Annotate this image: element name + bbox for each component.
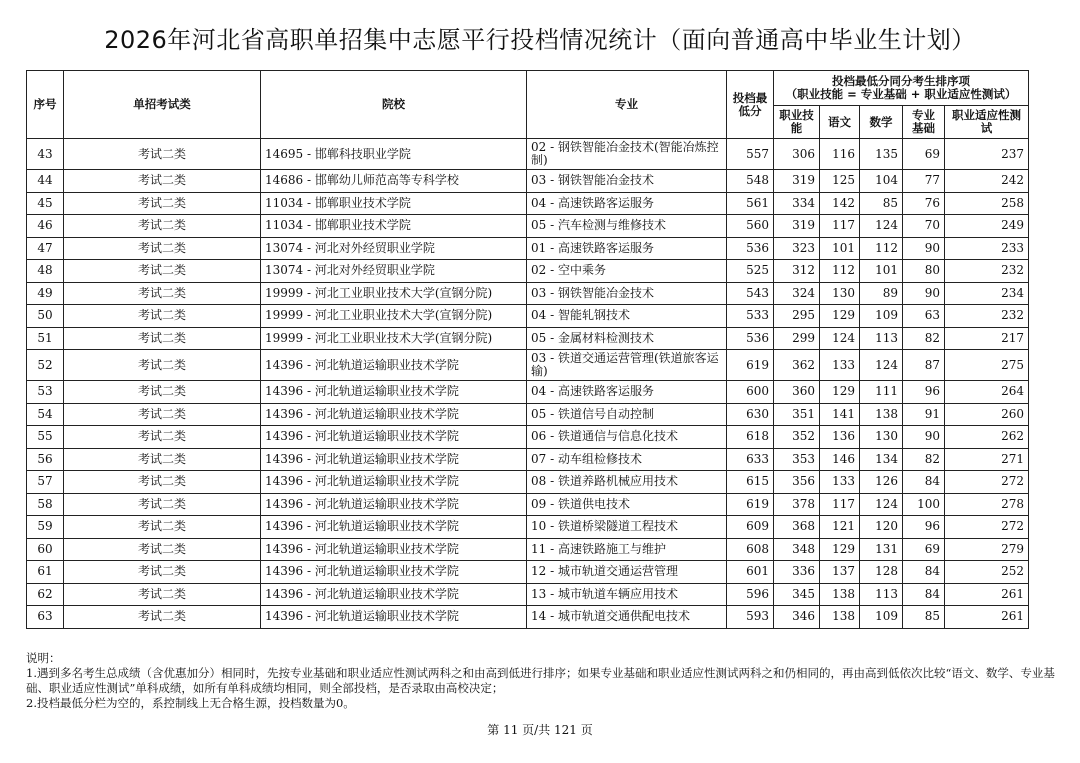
table-row bbox=[27, 381, 1029, 404]
notes bbox=[26, 651, 1066, 711]
notes-line-2: 2.投档最低分栏为空的，系控制线上无合格生源，投档数量为0。 bbox=[26, 696, 355, 710]
table-body bbox=[27, 139, 1029, 629]
row-skill: 353 bbox=[774, 448, 820, 471]
row-min-score: 619 bbox=[727, 350, 774, 381]
row-exam-type: 考试二类 bbox=[64, 471, 261, 494]
row-math: 126 bbox=[860, 471, 903, 494]
row-seq: 50 bbox=[27, 305, 64, 328]
row-basic: 76 bbox=[903, 192, 945, 215]
row-skill: 312 bbox=[774, 260, 820, 283]
row-skill: 348 bbox=[774, 538, 820, 561]
row-seq: 49 bbox=[27, 282, 64, 305]
table-row bbox=[27, 170, 1029, 193]
header-school: 院校 bbox=[261, 71, 527, 139]
row-math: 104 bbox=[860, 170, 903, 193]
row-school: 14396 - 河北轨道运输职业技术学院 bbox=[261, 516, 527, 539]
row-aptitude: 258 bbox=[945, 192, 1029, 215]
row-aptitude: 261 bbox=[945, 606, 1029, 629]
row-skill: 351 bbox=[774, 403, 820, 426]
row-school: 13074 - 河北对外经贸职业学院 bbox=[261, 237, 527, 260]
row-school: 14396 - 河北轨道运输职业技术学院 bbox=[261, 471, 527, 494]
page-title: 2026年河北省高职单招集中志愿平行投档情况统计（面向普通高中毕业生计划） bbox=[104, 26, 976, 54]
row-major: 01 - 高速铁路客运服务 bbox=[527, 237, 727, 260]
row-min-score: 593 bbox=[727, 606, 774, 629]
row-school: 14396 - 河北轨道运输职业技术学院 bbox=[261, 350, 527, 381]
row-min-score: 601 bbox=[727, 561, 774, 584]
row-min-score: 608 bbox=[727, 538, 774, 561]
row-min-score: 533 bbox=[727, 305, 774, 328]
row-min-score: 557 bbox=[727, 139, 774, 170]
table-row bbox=[27, 327, 1029, 350]
header-math: 数学 bbox=[860, 106, 903, 139]
row-school: 14396 - 河北轨道运输职业技术学院 bbox=[261, 561, 527, 584]
row-math: 124 bbox=[860, 350, 903, 381]
header-major: 专业 bbox=[527, 71, 727, 139]
row-exam-type: 考试二类 bbox=[64, 426, 261, 449]
row-major: 05 - 金属材料检测技术 bbox=[527, 327, 727, 350]
row-min-score: 536 bbox=[727, 327, 774, 350]
row-seq: 61 bbox=[27, 561, 64, 584]
row-math: 112 bbox=[860, 237, 903, 260]
row-major: 04 - 高速铁路客运服务 bbox=[527, 381, 727, 404]
row-math: 124 bbox=[860, 215, 903, 238]
header-seq: 序号 bbox=[27, 71, 64, 139]
row-chinese: 117 bbox=[820, 215, 860, 238]
row-school: 14396 - 河北轨道运输职业技术学院 bbox=[261, 448, 527, 471]
row-major: 11 - 高速铁路施工与维护 bbox=[527, 538, 727, 561]
row-min-score: 543 bbox=[727, 282, 774, 305]
row-chinese: 129 bbox=[820, 538, 860, 561]
row-basic: 85 bbox=[903, 606, 945, 629]
row-exam-type: 考试二类 bbox=[64, 381, 261, 404]
row-major: 04 - 智能轧钢技术 bbox=[527, 305, 727, 328]
row-basic: 82 bbox=[903, 448, 945, 471]
row-math: 134 bbox=[860, 448, 903, 471]
row-math: 131 bbox=[860, 538, 903, 561]
row-min-score: 561 bbox=[727, 192, 774, 215]
row-exam-type: 考试二类 bbox=[64, 192, 261, 215]
table-row bbox=[27, 448, 1029, 471]
row-seq: 44 bbox=[27, 170, 64, 193]
row-school: 14396 - 河北轨道运输职业技术学院 bbox=[261, 426, 527, 449]
row-aptitude: 233 bbox=[945, 237, 1029, 260]
row-basic: 90 bbox=[903, 426, 945, 449]
row-chinese: 130 bbox=[820, 282, 860, 305]
notes-line-1: 1.遇到多名考生总成绩（含优惠加分）相同时，先按专业基础和职业适应性测试两科之和由高到低进行排序；如果专业基础和职业适应性测试两科之和仍相同的，再由高到低依次比较“语文、数学、专业基础、职业适应性测试”单科成绩，如所有单科成绩均相同，则全部投档，是否录取由高校决定； bbox=[26, 666, 1055, 695]
row-basic: 87 bbox=[903, 350, 945, 381]
row-math: 89 bbox=[860, 282, 903, 305]
table-row bbox=[27, 606, 1029, 629]
notes-label: 说明： bbox=[26, 651, 61, 665]
row-major: 06 - 铁道通信与信息化技术 bbox=[527, 426, 727, 449]
table-row bbox=[27, 139, 1029, 170]
row-chinese: 133 bbox=[820, 350, 860, 381]
row-basic: 96 bbox=[903, 516, 945, 539]
row-school: 14396 - 河北轨道运输职业技术学院 bbox=[261, 381, 527, 404]
row-skill: 319 bbox=[774, 170, 820, 193]
row-chinese: 117 bbox=[820, 493, 860, 516]
row-min-score: 630 bbox=[727, 403, 774, 426]
row-skill: 362 bbox=[774, 350, 820, 381]
table-row bbox=[27, 471, 1029, 494]
row-exam-type: 考试二类 bbox=[64, 215, 261, 238]
header-basic: 专业基础 bbox=[903, 106, 945, 139]
row-basic: 96 bbox=[903, 381, 945, 404]
row-aptitude: 279 bbox=[945, 538, 1029, 561]
row-exam-type: 考试二类 bbox=[64, 327, 261, 350]
row-aptitude: 264 bbox=[945, 381, 1029, 404]
row-min-score: 548 bbox=[727, 170, 774, 193]
row-major: 02 - 空中乘务 bbox=[527, 260, 727, 283]
row-aptitude: 272 bbox=[945, 471, 1029, 494]
row-chinese: 133 bbox=[820, 471, 860, 494]
row-aptitude: 232 bbox=[945, 305, 1029, 328]
header-aptitude: 职业适应性测试 bbox=[945, 106, 1029, 139]
row-skill: 368 bbox=[774, 516, 820, 539]
row-skill: 345 bbox=[774, 583, 820, 606]
table-row bbox=[27, 403, 1029, 426]
row-seq: 51 bbox=[27, 327, 64, 350]
row-math: 130 bbox=[860, 426, 903, 449]
row-aptitude: 252 bbox=[945, 561, 1029, 584]
row-skill: 324 bbox=[774, 282, 820, 305]
row-seq: 57 bbox=[27, 471, 64, 494]
table-row bbox=[27, 260, 1029, 283]
row-exam-type: 考试二类 bbox=[64, 561, 261, 584]
row-skill: 346 bbox=[774, 606, 820, 629]
row-seq: 58 bbox=[27, 493, 64, 516]
row-basic: 77 bbox=[903, 170, 945, 193]
row-chinese: 129 bbox=[820, 305, 860, 328]
row-seq: 59 bbox=[27, 516, 64, 539]
row-skill: 306 bbox=[774, 139, 820, 170]
row-min-score: 633 bbox=[727, 448, 774, 471]
row-school: 19999 - 河北工业职业技术大学(宣钢分院) bbox=[261, 305, 527, 328]
row-skill: 378 bbox=[774, 493, 820, 516]
row-seq: 63 bbox=[27, 606, 64, 629]
row-chinese: 136 bbox=[820, 426, 860, 449]
row-exam-type: 考试二类 bbox=[64, 538, 261, 561]
header-chinese: 语文 bbox=[820, 106, 860, 139]
row-aptitude: 271 bbox=[945, 448, 1029, 471]
row-seq: 47 bbox=[27, 237, 64, 260]
row-school: 14396 - 河北轨道运输职业技术学院 bbox=[261, 403, 527, 426]
row-school: 13074 - 河北对外经贸职业学院 bbox=[261, 260, 527, 283]
row-math: 124 bbox=[860, 493, 903, 516]
row-exam-type: 考试二类 bbox=[64, 403, 261, 426]
row-math: 135 bbox=[860, 139, 903, 170]
row-chinese: 116 bbox=[820, 139, 860, 170]
table-row bbox=[27, 237, 1029, 260]
row-math: 128 bbox=[860, 561, 903, 584]
table-row bbox=[27, 426, 1029, 449]
row-basic: 80 bbox=[903, 260, 945, 283]
row-chinese: 138 bbox=[820, 606, 860, 629]
row-major: 05 - 铁道信号自动控制 bbox=[527, 403, 727, 426]
row-skill: 295 bbox=[774, 305, 820, 328]
row-school: 14396 - 河北轨道运输职业技术学院 bbox=[261, 493, 527, 516]
header-group bbox=[774, 71, 1029, 106]
row-seq: 48 bbox=[27, 260, 64, 283]
row-major: 02 - 钢铁智能冶金技术(智能冶炼控制) bbox=[527, 139, 727, 170]
header-group-subtitle: （职业技能 = 专业基础 + 职业适应性测试） bbox=[785, 87, 1017, 101]
header-exam-type: 单招考试类 bbox=[64, 71, 261, 139]
row-basic: 91 bbox=[903, 403, 945, 426]
row-min-score: 618 bbox=[727, 426, 774, 449]
row-major: 09 - 铁道供电技术 bbox=[527, 493, 727, 516]
row-exam-type: 考试二类 bbox=[64, 583, 261, 606]
row-school: 14396 - 河北轨道运输职业技术学院 bbox=[261, 538, 527, 561]
table-row bbox=[27, 215, 1029, 238]
row-basic: 84 bbox=[903, 471, 945, 494]
row-basic: 69 bbox=[903, 538, 945, 561]
table-row bbox=[27, 561, 1029, 584]
row-basic: 70 bbox=[903, 215, 945, 238]
header-group-title: 投档最低分同分考生排序项 bbox=[832, 74, 970, 88]
row-major: 03 - 钢铁智能冶金技术 bbox=[527, 170, 727, 193]
row-math: 138 bbox=[860, 403, 903, 426]
row-min-score: 619 bbox=[727, 493, 774, 516]
row-major: 08 - 铁道养路机械应用技术 bbox=[527, 471, 727, 494]
row-min-score: 600 bbox=[727, 381, 774, 404]
row-seq: 45 bbox=[27, 192, 64, 215]
row-basic: 90 bbox=[903, 237, 945, 260]
table-row bbox=[27, 192, 1029, 215]
row-major: 03 - 钢铁智能冶金技术 bbox=[527, 282, 727, 305]
row-exam-type: 考试二类 bbox=[64, 448, 261, 471]
table-row bbox=[27, 493, 1029, 516]
row-math: 85 bbox=[860, 192, 903, 215]
row-aptitude: 237 bbox=[945, 139, 1029, 170]
row-basic: 100 bbox=[903, 493, 945, 516]
row-chinese: 146 bbox=[820, 448, 860, 471]
row-skill: 323 bbox=[774, 237, 820, 260]
row-math: 101 bbox=[860, 260, 903, 283]
table-row bbox=[27, 282, 1029, 305]
row-aptitude: 232 bbox=[945, 260, 1029, 283]
row-seq: 55 bbox=[27, 426, 64, 449]
table-row bbox=[27, 305, 1029, 328]
row-chinese: 124 bbox=[820, 327, 860, 350]
row-math: 109 bbox=[860, 305, 903, 328]
row-math: 111 bbox=[860, 381, 903, 404]
row-exam-type: 考试二类 bbox=[64, 305, 261, 328]
row-skill: 336 bbox=[774, 561, 820, 584]
row-exam-type: 考试二类 bbox=[64, 606, 261, 629]
row-seq: 62 bbox=[27, 583, 64, 606]
row-major: 05 - 汽车检测与维修技术 bbox=[527, 215, 727, 238]
row-aptitude: 242 bbox=[945, 170, 1029, 193]
row-basic: 63 bbox=[903, 305, 945, 328]
row-school: 11034 - 邯郸职业技术学院 bbox=[261, 192, 527, 215]
row-major: 13 - 城市轨道车辆应用技术 bbox=[527, 583, 727, 606]
row-exam-type: 考试二类 bbox=[64, 170, 261, 193]
row-school: 11034 - 邯郸职业技术学院 bbox=[261, 215, 527, 238]
row-basic: 82 bbox=[903, 327, 945, 350]
row-skill: 360 bbox=[774, 381, 820, 404]
row-exam-type: 考试二类 bbox=[64, 350, 261, 381]
row-seq: 43 bbox=[27, 139, 64, 170]
row-aptitude: 272 bbox=[945, 516, 1029, 539]
row-chinese: 125 bbox=[820, 170, 860, 193]
row-chinese: 101 bbox=[820, 237, 860, 260]
row-major: 04 - 高速铁路客运服务 bbox=[527, 192, 727, 215]
row-school: 14695 - 邯郸科技职业学院 bbox=[261, 139, 527, 170]
row-aptitude: 262 bbox=[945, 426, 1029, 449]
row-seq: 52 bbox=[27, 350, 64, 381]
row-chinese: 129 bbox=[820, 381, 860, 404]
row-major: 07 - 动车组检修技术 bbox=[527, 448, 727, 471]
row-exam-type: 考试二类 bbox=[64, 139, 261, 170]
table-row bbox=[27, 350, 1029, 381]
row-min-score: 536 bbox=[727, 237, 774, 260]
row-basic: 84 bbox=[903, 561, 945, 584]
row-seq: 60 bbox=[27, 538, 64, 561]
row-skill: 319 bbox=[774, 215, 820, 238]
row-min-score: 609 bbox=[727, 516, 774, 539]
row-aptitude: 278 bbox=[945, 493, 1029, 516]
row-school: 19999 - 河北工业职业技术大学(宣钢分院) bbox=[261, 282, 527, 305]
page-number: 第 11 页/共 121 页 bbox=[487, 723, 593, 737]
row-major: 10 - 铁道桥梁隧道工程技术 bbox=[527, 516, 727, 539]
row-aptitude: 217 bbox=[945, 327, 1029, 350]
table-row bbox=[27, 538, 1029, 561]
row-math: 113 bbox=[860, 327, 903, 350]
row-math: 120 bbox=[860, 516, 903, 539]
row-aptitude: 249 bbox=[945, 215, 1029, 238]
row-aptitude: 275 bbox=[945, 350, 1029, 381]
table-row bbox=[27, 583, 1029, 606]
row-basic: 69 bbox=[903, 139, 945, 170]
header-min-score: 投档最低分 bbox=[727, 71, 774, 139]
row-exam-type: 考试二类 bbox=[64, 516, 261, 539]
row-math: 113 bbox=[860, 583, 903, 606]
row-chinese: 138 bbox=[820, 583, 860, 606]
row-chinese: 121 bbox=[820, 516, 860, 539]
row-aptitude: 260 bbox=[945, 403, 1029, 426]
row-seq: 56 bbox=[27, 448, 64, 471]
row-min-score: 615 bbox=[727, 471, 774, 494]
header-skill: 职业技能 bbox=[774, 106, 820, 139]
row-exam-type: 考试二类 bbox=[64, 237, 261, 260]
row-school: 14686 - 邯郸幼儿师范高等专科学校 bbox=[261, 170, 527, 193]
table-row bbox=[27, 516, 1029, 539]
row-math: 109 bbox=[860, 606, 903, 629]
row-skill: 334 bbox=[774, 192, 820, 215]
row-seq: 54 bbox=[27, 403, 64, 426]
row-min-score: 525 bbox=[727, 260, 774, 283]
row-min-score: 560 bbox=[727, 215, 774, 238]
row-major: 14 - 城市轨道交通供配电技术 bbox=[527, 606, 727, 629]
row-seq: 46 bbox=[27, 215, 64, 238]
row-min-score: 596 bbox=[727, 583, 774, 606]
row-school: 14396 - 河北轨道运输职业技术学院 bbox=[261, 583, 527, 606]
row-major: 03 - 铁道交通运营管理(铁道旅客运输) bbox=[527, 350, 727, 381]
row-chinese: 142 bbox=[820, 192, 860, 215]
row-chinese: 141 bbox=[820, 403, 860, 426]
row-exam-type: 考试二类 bbox=[64, 282, 261, 305]
row-seq: 53 bbox=[27, 381, 64, 404]
row-major: 12 - 城市轨道交通运营管理 bbox=[527, 561, 727, 584]
row-skill: 352 bbox=[774, 426, 820, 449]
row-exam-type: 考试二类 bbox=[64, 260, 261, 283]
row-school: 14396 - 河北轨道运输职业技术学院 bbox=[261, 606, 527, 629]
row-skill: 356 bbox=[774, 471, 820, 494]
row-school: 19999 - 河北工业职业技术大学(宣钢分院) bbox=[261, 327, 527, 350]
row-aptitude: 234 bbox=[945, 282, 1029, 305]
row-chinese: 112 bbox=[820, 260, 860, 283]
row-exam-type: 考试二类 bbox=[64, 493, 261, 516]
row-skill: 299 bbox=[774, 327, 820, 350]
row-basic: 90 bbox=[903, 282, 945, 305]
row-chinese: 137 bbox=[820, 561, 860, 584]
admission-table bbox=[26, 70, 1029, 629]
row-aptitude: 261 bbox=[945, 583, 1029, 606]
row-basic: 84 bbox=[903, 583, 945, 606]
